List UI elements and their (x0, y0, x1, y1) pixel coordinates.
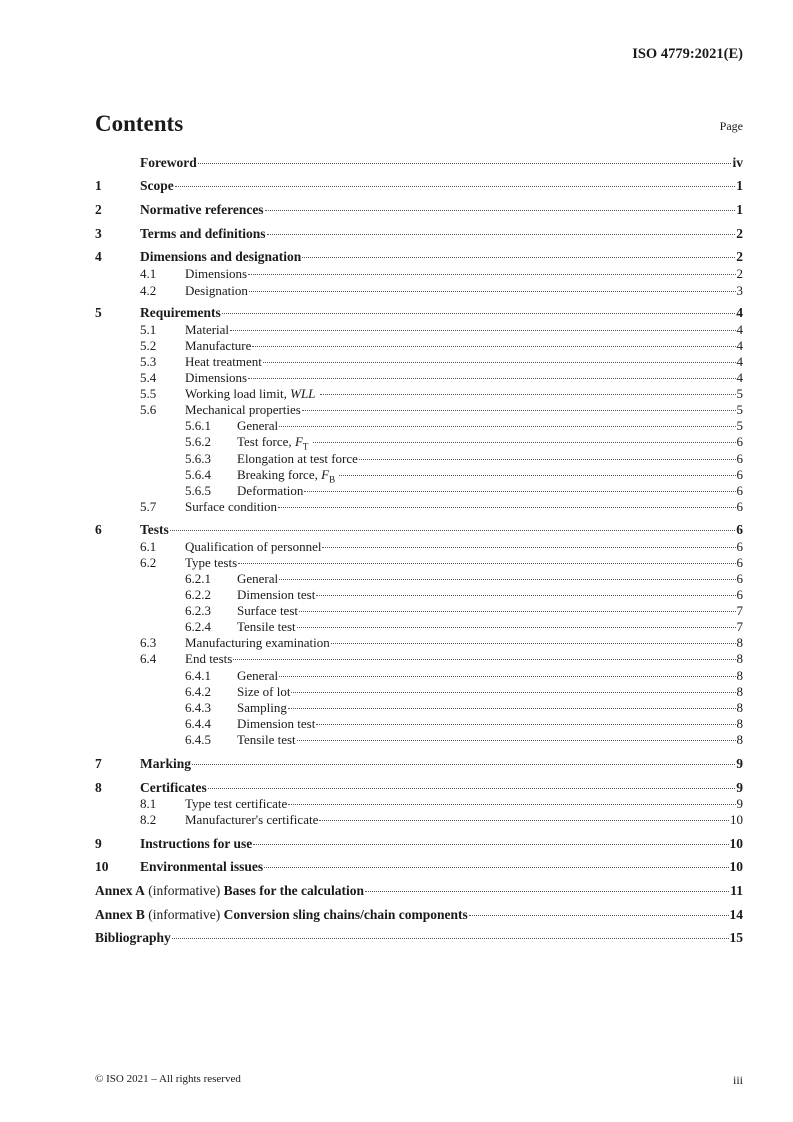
toc-entry-title (185, 283, 248, 299)
dot-leader (208, 788, 736, 789)
toc-entry-number: 6.2.1 (185, 571, 211, 586)
toc-entry-title (185, 386, 319, 402)
toc-entry-page: 9 (736, 796, 743, 811)
toc-entry[interactable] (95, 338, 743, 354)
dot-leader (170, 530, 735, 531)
toc-entry-number: 9 (95, 836, 102, 851)
toc-entry-page: 9 (736, 780, 743, 795)
toc-entry-number: 5.6.5 (185, 483, 211, 498)
toc-entry-number: 5.6.2 (185, 434, 211, 449)
dot-leader (302, 257, 735, 258)
toc-entry-symbol: F (321, 467, 330, 482)
page-title: Contents (95, 111, 184, 136)
toc-entry-page: 8 (736, 684, 743, 699)
toc-entry[interactable] (95, 354, 743, 370)
toc-entry-title-text: General (237, 571, 279, 586)
dot-leader (291, 692, 735, 693)
toc-entry-title (237, 619, 296, 635)
toc-entry[interactable] (95, 796, 743, 812)
toc-entry-page: 8 (736, 668, 743, 683)
toc-entry-title (185, 635, 330, 651)
toc-entry-page: 4 (736, 354, 743, 369)
dot-leader (265, 210, 736, 211)
toc-entry-page: 14 (729, 907, 743, 922)
toc-entry[interactable] (95, 812, 743, 828)
toc-entry-number: 2 (95, 202, 102, 217)
toc-entry-number: 5.6.4 (185, 467, 211, 482)
toc-entry-title (237, 732, 296, 748)
toc-entry[interactable] (95, 539, 743, 555)
toc-entry-title (140, 155, 197, 171)
toc-entry-page: 3 (736, 283, 743, 298)
toc-entry-page: 8 (736, 651, 743, 666)
toc-entry-title-text: Breaking force, (237, 467, 322, 482)
toc-entry-page: 8 (736, 732, 743, 747)
toc-entry[interactable] (95, 668, 743, 684)
toc-entry[interactable] (95, 635, 743, 651)
toc-entry-page: 6 (736, 467, 743, 482)
toc-entry-number: 4.1 (140, 266, 157, 281)
dot-leader (252, 346, 735, 347)
toc-entry[interactable] (95, 249, 743, 265)
toc-entry-number: 6.4.3 (185, 700, 211, 715)
dot-leader (267, 234, 736, 235)
dot-leader (331, 643, 736, 644)
annex-note: (informative) (144, 907, 224, 922)
toc-entry-title-text: Surface condition (185, 499, 278, 514)
toc-entry-title (185, 370, 247, 386)
toc-entry-title (95, 930, 171, 946)
toc-entry-page: 2 (736, 249, 743, 264)
toc-entry-number: 4.2 (140, 283, 157, 298)
toc-entry-number: 3 (95, 226, 102, 241)
dot-leader (316, 724, 735, 725)
toc-entry-title (140, 178, 174, 194)
toc-entry-title (237, 700, 287, 716)
toc-entry-page: iv (732, 155, 743, 170)
toc-entry-page: 15 (729, 930, 743, 945)
toc-entry-number: 6.2.2 (185, 587, 211, 602)
toc-entry-title-text: Type tests (185, 555, 238, 570)
toc-entry-number: 5.1 (140, 322, 157, 337)
toc-entry-title-text: Dimensions and designation (140, 249, 302, 264)
toc-entry-title-text: Tensile test (237, 732, 296, 747)
toc-entry[interactable] (95, 370, 743, 386)
toc-entry[interactable] (95, 883, 743, 899)
dot-leader (172, 938, 729, 939)
toc-entry-title-text: Terms and definitions (140, 226, 266, 241)
toc-entry-title-text: Manufacturing examination (185, 635, 330, 650)
toc-entry-title (140, 202, 264, 218)
toc-entry[interactable] (95, 716, 743, 732)
toc-entry[interactable] (95, 732, 743, 748)
dot-leader (299, 611, 735, 612)
dot-leader (320, 394, 736, 395)
dot-leader (279, 426, 735, 427)
toc-entry-title-text: End tests (185, 651, 233, 666)
toc-entry-page: 11 (730, 883, 743, 898)
toc-entry-page: 1 (736, 202, 743, 217)
toc-entry-number: 1 (95, 178, 102, 193)
toc-entry[interactable] (95, 836, 743, 852)
toc-entry-title-text: Dimension test (237, 716, 316, 731)
toc-entry-title-text: Foreword (140, 155, 197, 170)
toc-entry-title-text: Dimension test (237, 587, 316, 602)
toc-entry-title-text: Qualification of personnel (185, 539, 322, 554)
toc-entry-symbol-subscript: T (302, 441, 309, 452)
toc-entry-number: 5.7 (140, 499, 157, 514)
toc-entry-page: 8 (736, 635, 743, 650)
toc-entry-page: 6 (736, 539, 743, 554)
toc-entry-number: 6.4.1 (185, 668, 211, 683)
toc-entry-title-text: Deformation (237, 483, 304, 498)
toc-entry-page: 8 (736, 700, 743, 715)
toc-entry-title (185, 555, 237, 571)
toc-entry-title-text: Instructions for use (140, 836, 253, 851)
dot-leader (238, 563, 735, 564)
dot-leader (365, 891, 729, 892)
toc-entry-page: 6 (736, 571, 743, 586)
dot-leader (302, 410, 736, 411)
toc-entry[interactable] (95, 178, 743, 194)
toc-entry-page: 4 (736, 305, 743, 320)
dot-leader (316, 595, 735, 596)
toc-entry-title (140, 859, 263, 875)
toc-entry-title-text: Marking (140, 756, 192, 771)
toc-entry-number: 6.1 (140, 539, 157, 554)
toc-entry[interactable] (95, 283, 743, 299)
toc-entry-title-text: Heat treatment (185, 354, 262, 369)
toc-entry-page: 6 (736, 434, 743, 449)
dot-leader (359, 459, 736, 460)
toc-entry-number: 5.4 (140, 370, 157, 385)
toc-entry-number: 6.4.2 (185, 684, 211, 699)
toc-entry-title (185, 796, 287, 812)
toc-entry[interactable] (95, 571, 743, 587)
toc-entry-page: 8 (736, 716, 743, 731)
toc-entry-title (185, 402, 301, 418)
toc-entry-title-text: Manufacture (185, 338, 252, 353)
toc-entry[interactable] (95, 859, 743, 875)
dot-leader (233, 659, 735, 660)
toc-entry[interactable] (95, 907, 743, 923)
toc-entry[interactable] (95, 930, 743, 946)
toc-entry-title (140, 226, 266, 242)
annex-label: Annex A (95, 883, 145, 898)
toc-entry-title-text: Type test certificate (185, 796, 288, 811)
dot-leader (222, 313, 736, 314)
toc-entry-number: 6.2 (140, 555, 157, 570)
dot-leader (249, 291, 736, 292)
dot-leader (469, 915, 729, 916)
toc-entry[interactable] (95, 202, 743, 218)
toc-entry-title-text: Normative references (140, 202, 264, 217)
toc-entry[interactable] (95, 434, 743, 450)
toc-entry-number: 5.3 (140, 354, 157, 369)
toc-entry-page: 6 (736, 483, 743, 498)
toc-entry-title (185, 266, 247, 282)
toc-entry[interactable] (95, 305, 743, 321)
toc-entry-title-text: Requirements (140, 305, 221, 320)
dot-leader (278, 507, 735, 508)
toc-entry-number: 5 (95, 305, 102, 320)
toc-entry[interactable] (95, 386, 743, 402)
copyright-notice: © ISO 2021 – All rights reserved (95, 1073, 241, 1085)
toc-entry-number: 8.2 (140, 812, 157, 827)
toc-entry-title (237, 571, 278, 587)
toc-entry-number: 6.4 (140, 651, 157, 666)
dot-leader (297, 740, 736, 741)
toc-entry-title-text: General (237, 418, 279, 433)
toc-entry-title (237, 668, 278, 684)
toc-entry-number: 6.3 (140, 635, 157, 650)
toc-entry-title (140, 305, 221, 321)
toc-entry-title (185, 812, 318, 828)
toc-entry-title-text: Size of lot (237, 684, 291, 699)
toc-entry-title-text: Test force, (237, 434, 295, 449)
toc-entry-page: 6 (736, 555, 743, 570)
toc-entry-title (237, 684, 290, 700)
toc-entry[interactable] (95, 756, 743, 772)
toc-entry-page: 4 (736, 322, 743, 337)
dot-leader (230, 330, 735, 331)
toc-entry-title (95, 883, 364, 899)
toc-entry-title (140, 756, 191, 772)
toc-entry[interactable] (95, 684, 743, 700)
toc-entry[interactable] (95, 322, 743, 338)
toc-entry-page: 7 (736, 619, 743, 634)
toc-entry-number: 8 (95, 780, 102, 795)
toc-entry-page: 1 (736, 178, 743, 193)
toc-entry-number: 6.4.5 (185, 732, 211, 747)
dot-leader (322, 547, 735, 548)
toc-entry[interactable] (95, 483, 743, 499)
toc-entry-title-text: Bibliography (95, 930, 171, 945)
toc-entry[interactable] (95, 603, 743, 619)
dot-leader (248, 274, 735, 275)
toc-entry-number: 8.1 (140, 796, 157, 811)
toc-entry[interactable] (95, 499, 743, 515)
toc-entry-title (140, 836, 252, 852)
toc-entry-title-text: Material (185, 322, 230, 337)
toc-entry-number: 5.6 (140, 402, 157, 417)
toc-entry-page: 10 (729, 859, 743, 874)
toc-entry-number: 5.6.3 (185, 451, 211, 466)
toc-entry[interactable] (95, 555, 743, 571)
toc-entry-page: 6 (736, 587, 743, 602)
toc-entry-title-text: Mechanical properties (185, 402, 301, 417)
toc-entry-page: 5 (736, 418, 743, 433)
toc-entry-title (185, 338, 251, 354)
dot-leader (304, 491, 735, 492)
annex-title: Conversion sling chains/chain components (223, 907, 468, 922)
toc-entry-page: 6 (736, 522, 743, 537)
toc-entry-page: 5 (736, 386, 743, 401)
toc-entry[interactable] (95, 467, 743, 483)
toc-entry[interactable] (95, 266, 743, 282)
dot-leader (288, 804, 735, 805)
dot-leader (248, 378, 735, 379)
toc-entry-title (185, 354, 262, 370)
toc-entry-page: 6 (736, 451, 743, 466)
annex-label: Annex B (95, 907, 145, 922)
toc-entry-title-text: General (237, 668, 279, 683)
toc-entry-title (185, 499, 277, 515)
page-column-label: Page (719, 119, 743, 133)
toc-entry-title (185, 539, 321, 555)
toc-entry-title-text: Tensile test (237, 619, 296, 634)
toc-entry-page: 4 (736, 338, 743, 353)
toc-entry-title-text: Dimensions (185, 266, 248, 281)
toc-entry-title (237, 483, 303, 499)
toc-entry-symbol: WLL (290, 386, 316, 401)
dot-leader (297, 627, 736, 628)
toc-entry-page: 10 (729, 836, 743, 851)
toc-entry-title-text: Elongation at test force (237, 451, 358, 466)
toc-entry-title (140, 522, 169, 538)
toc-entry-number: 10 (95, 859, 109, 874)
toc-entry-number: 5.2 (140, 338, 157, 353)
toc-entry-page: 10 (730, 812, 743, 827)
toc-entry-number: 6.2.4 (185, 619, 211, 634)
toc-entry-title (140, 780, 207, 796)
toc-entry-title (95, 907, 468, 923)
dot-leader (339, 475, 735, 476)
toc-entry-title (237, 451, 358, 467)
toc-entry-title (237, 418, 278, 434)
annex-title: Bases for the calculation (223, 883, 364, 898)
toc-entry-page: 2 (736, 266, 743, 281)
dot-leader (253, 844, 728, 845)
toc-entry-title-text: Environmental issues (140, 859, 264, 874)
dot-leader (288, 708, 736, 709)
toc-entry[interactable] (95, 418, 743, 434)
toc-entry[interactable] (95, 451, 743, 467)
dot-leader (313, 442, 736, 443)
toc-entry[interactable] (95, 619, 743, 635)
toc-entry-number: 5.5 (140, 386, 157, 401)
dot-leader (263, 362, 736, 363)
toc-entry-title-text: Certificates (140, 780, 207, 795)
toc-entry[interactable] (95, 700, 743, 716)
annex-note: (informative) (144, 883, 224, 898)
toc-entry-page: 5 (736, 402, 743, 417)
toc-entry-title-text: Dimensions (185, 370, 248, 385)
toc-entry-page: 7 (736, 603, 743, 618)
toc-entry-number: 4 (95, 249, 102, 264)
toc-entry-title (237, 716, 315, 732)
dot-leader (279, 676, 735, 677)
toc-entry[interactable] (95, 522, 743, 538)
toc-entry-title-text: Scope (140, 178, 174, 193)
toc-entry-page: 6 (736, 499, 743, 514)
toc-entry-page: 9 (736, 756, 743, 771)
dot-leader (198, 163, 732, 164)
toc-entry-title-text: Working load limit, (185, 386, 291, 401)
page-number: iii (732, 1073, 743, 1087)
toc-entry-number: 7 (95, 756, 102, 771)
toc-entry-title-text: Surface test (237, 603, 299, 618)
toc-entry-number: 6 (95, 522, 102, 537)
toc-entry-title-text: Sampling (237, 700, 287, 715)
toc-entry-title (185, 322, 229, 338)
toc-entry[interactable] (95, 780, 743, 796)
toc-entry-number: 5.6.1 (185, 418, 211, 433)
toc-entry-title (237, 587, 315, 603)
dot-leader (175, 186, 736, 187)
dot-leader (192, 764, 735, 765)
toc-entry[interactable] (95, 226, 743, 242)
toc-entry-title-text: Designation (185, 283, 248, 298)
toc-entry-page: 4 (736, 370, 743, 385)
toc-entry-title (237, 603, 298, 619)
toc-entry-symbol-subscript: B (329, 474, 336, 485)
dot-leader (319, 820, 729, 821)
dot-leader (279, 579, 735, 580)
toc-entry-symbol: F (294, 434, 303, 449)
toc-entry-title (185, 651, 232, 667)
toc-entry[interactable] (95, 587, 743, 603)
toc-entry-number: 6.4.4 (185, 716, 211, 731)
toc-entry-title-text: Manufacturer's certificate (185, 812, 319, 827)
toc-entry[interactable] (95, 155, 743, 171)
toc-entry-number: 6.2.3 (185, 603, 211, 618)
standard-designation: ISO 4779:2021(E) (632, 46, 743, 62)
dot-leader (264, 867, 728, 868)
toc-entry[interactable] (95, 402, 743, 418)
toc-entry-page: 2 (736, 226, 743, 241)
toc-entry[interactable] (95, 651, 743, 667)
toc-entry-title (140, 249, 301, 265)
toc-entry-title-text: Tests (140, 522, 169, 537)
